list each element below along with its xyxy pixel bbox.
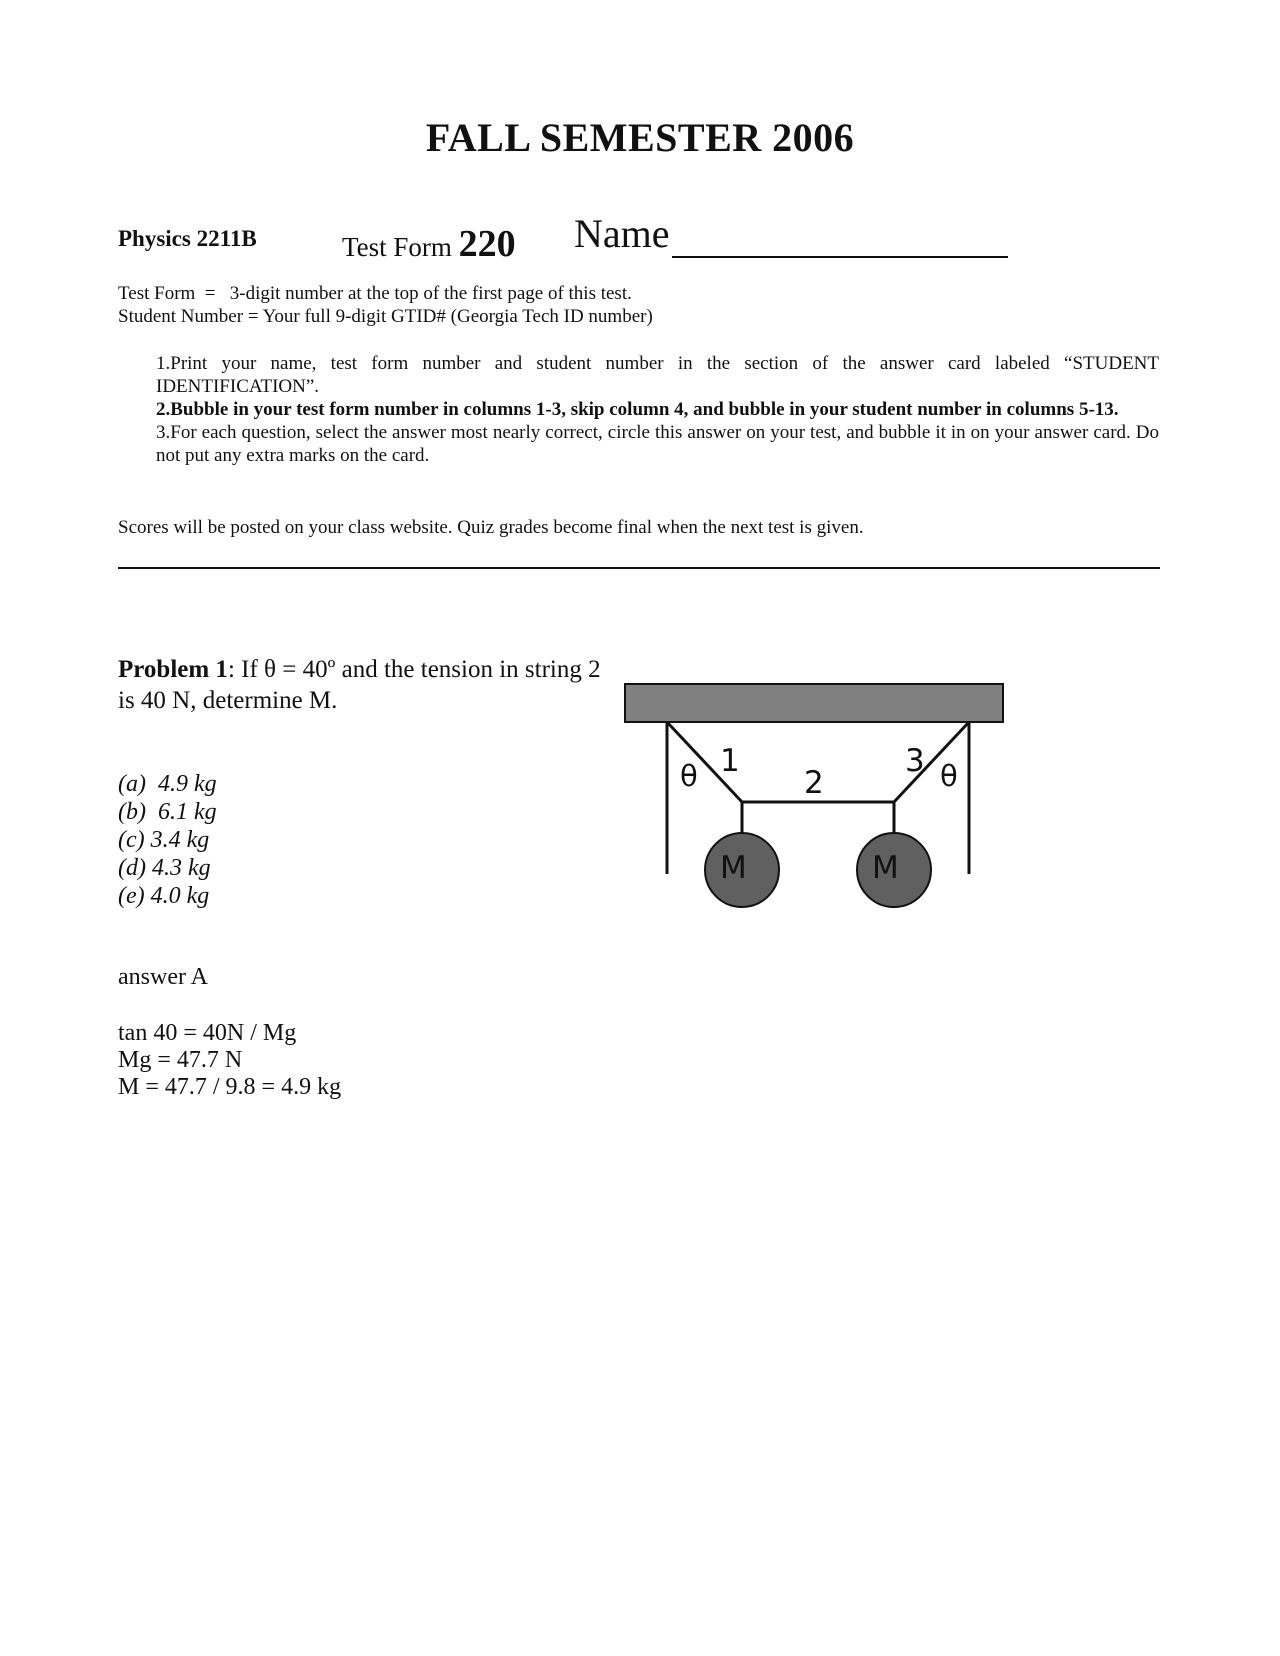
ceiling [625,684,1003,722]
instruction-1: 1.Print your name, test form number and student number in the section of the answer card labeled “STUDENT IDENTIFICATION”. [156,353,1159,397]
answer-line: answer A [118,964,208,990]
problem-statement [118,654,608,716]
answer-choices [118,770,217,910]
instructions [156,352,1159,467]
string-mass-diagram [622,682,1012,918]
choice-e: (e) 4.0 kg [118,883,210,909]
instruction-3: 3.For each question, select the answer most nearly correct, circle this answer on your test, and bubble it in on your answer card. Do not put any extra marks on the card. [156,422,1159,466]
solution-line-1: tan 40 = 40N / Mg [118,1020,297,1046]
mass-right-label: M [872,850,899,886]
solution-line-2: Mg = 47.7 N [118,1047,243,1073]
page-title: FALL SEMESTER 2006 [425,115,855,160]
student-number-info: Student Number = Your full 9-digit GTID# (Georgia Tech ID number) [118,306,653,327]
string-3-label: 3 [905,743,925,779]
course-name: Physics 2211B [118,226,257,251]
horizontal-rule [118,567,1160,569]
choice-c: (c) 3.4 kg [118,827,210,853]
problem-label: Problem 1 [118,656,228,683]
scores-note: Scores will be posted on your class website. Quiz grades become final when the next test is given. [118,517,864,538]
test-form-label: Test Form [342,232,452,262]
instruction-2: 2.Bubble in your test form number in columns 1-3, skip column 4, and bubble in your student number in columns 5-13. [156,399,1119,420]
name-blank-line [672,256,1008,258]
problem-text: : If θ = 40º and the tension in string 2 is 40 N, determine M. [118,656,601,714]
string-2-label: 2 [804,765,824,801]
string-1-label: 1 [720,743,740,779]
choice-d: (d) 4.3 kg [118,855,211,881]
test-form-number: 220 [458,223,516,265]
theta-right-label: θ [940,759,958,793]
test-form-info: Test Form = 3-digit number at the top of the first page of this test. [118,283,632,304]
test-form-heading [342,222,516,266]
mass-left-label: M [720,850,747,886]
solution [118,1020,341,1101]
choice-b: (b) 6.1 kg [118,799,217,825]
name-label: Name [574,211,670,256]
choice-a: (a) 4.9 kg [118,771,217,797]
theta-left-label: θ [680,759,698,793]
solution-line-3: M = 47.7 / 9.8 = 4.9 kg [118,1074,342,1100]
